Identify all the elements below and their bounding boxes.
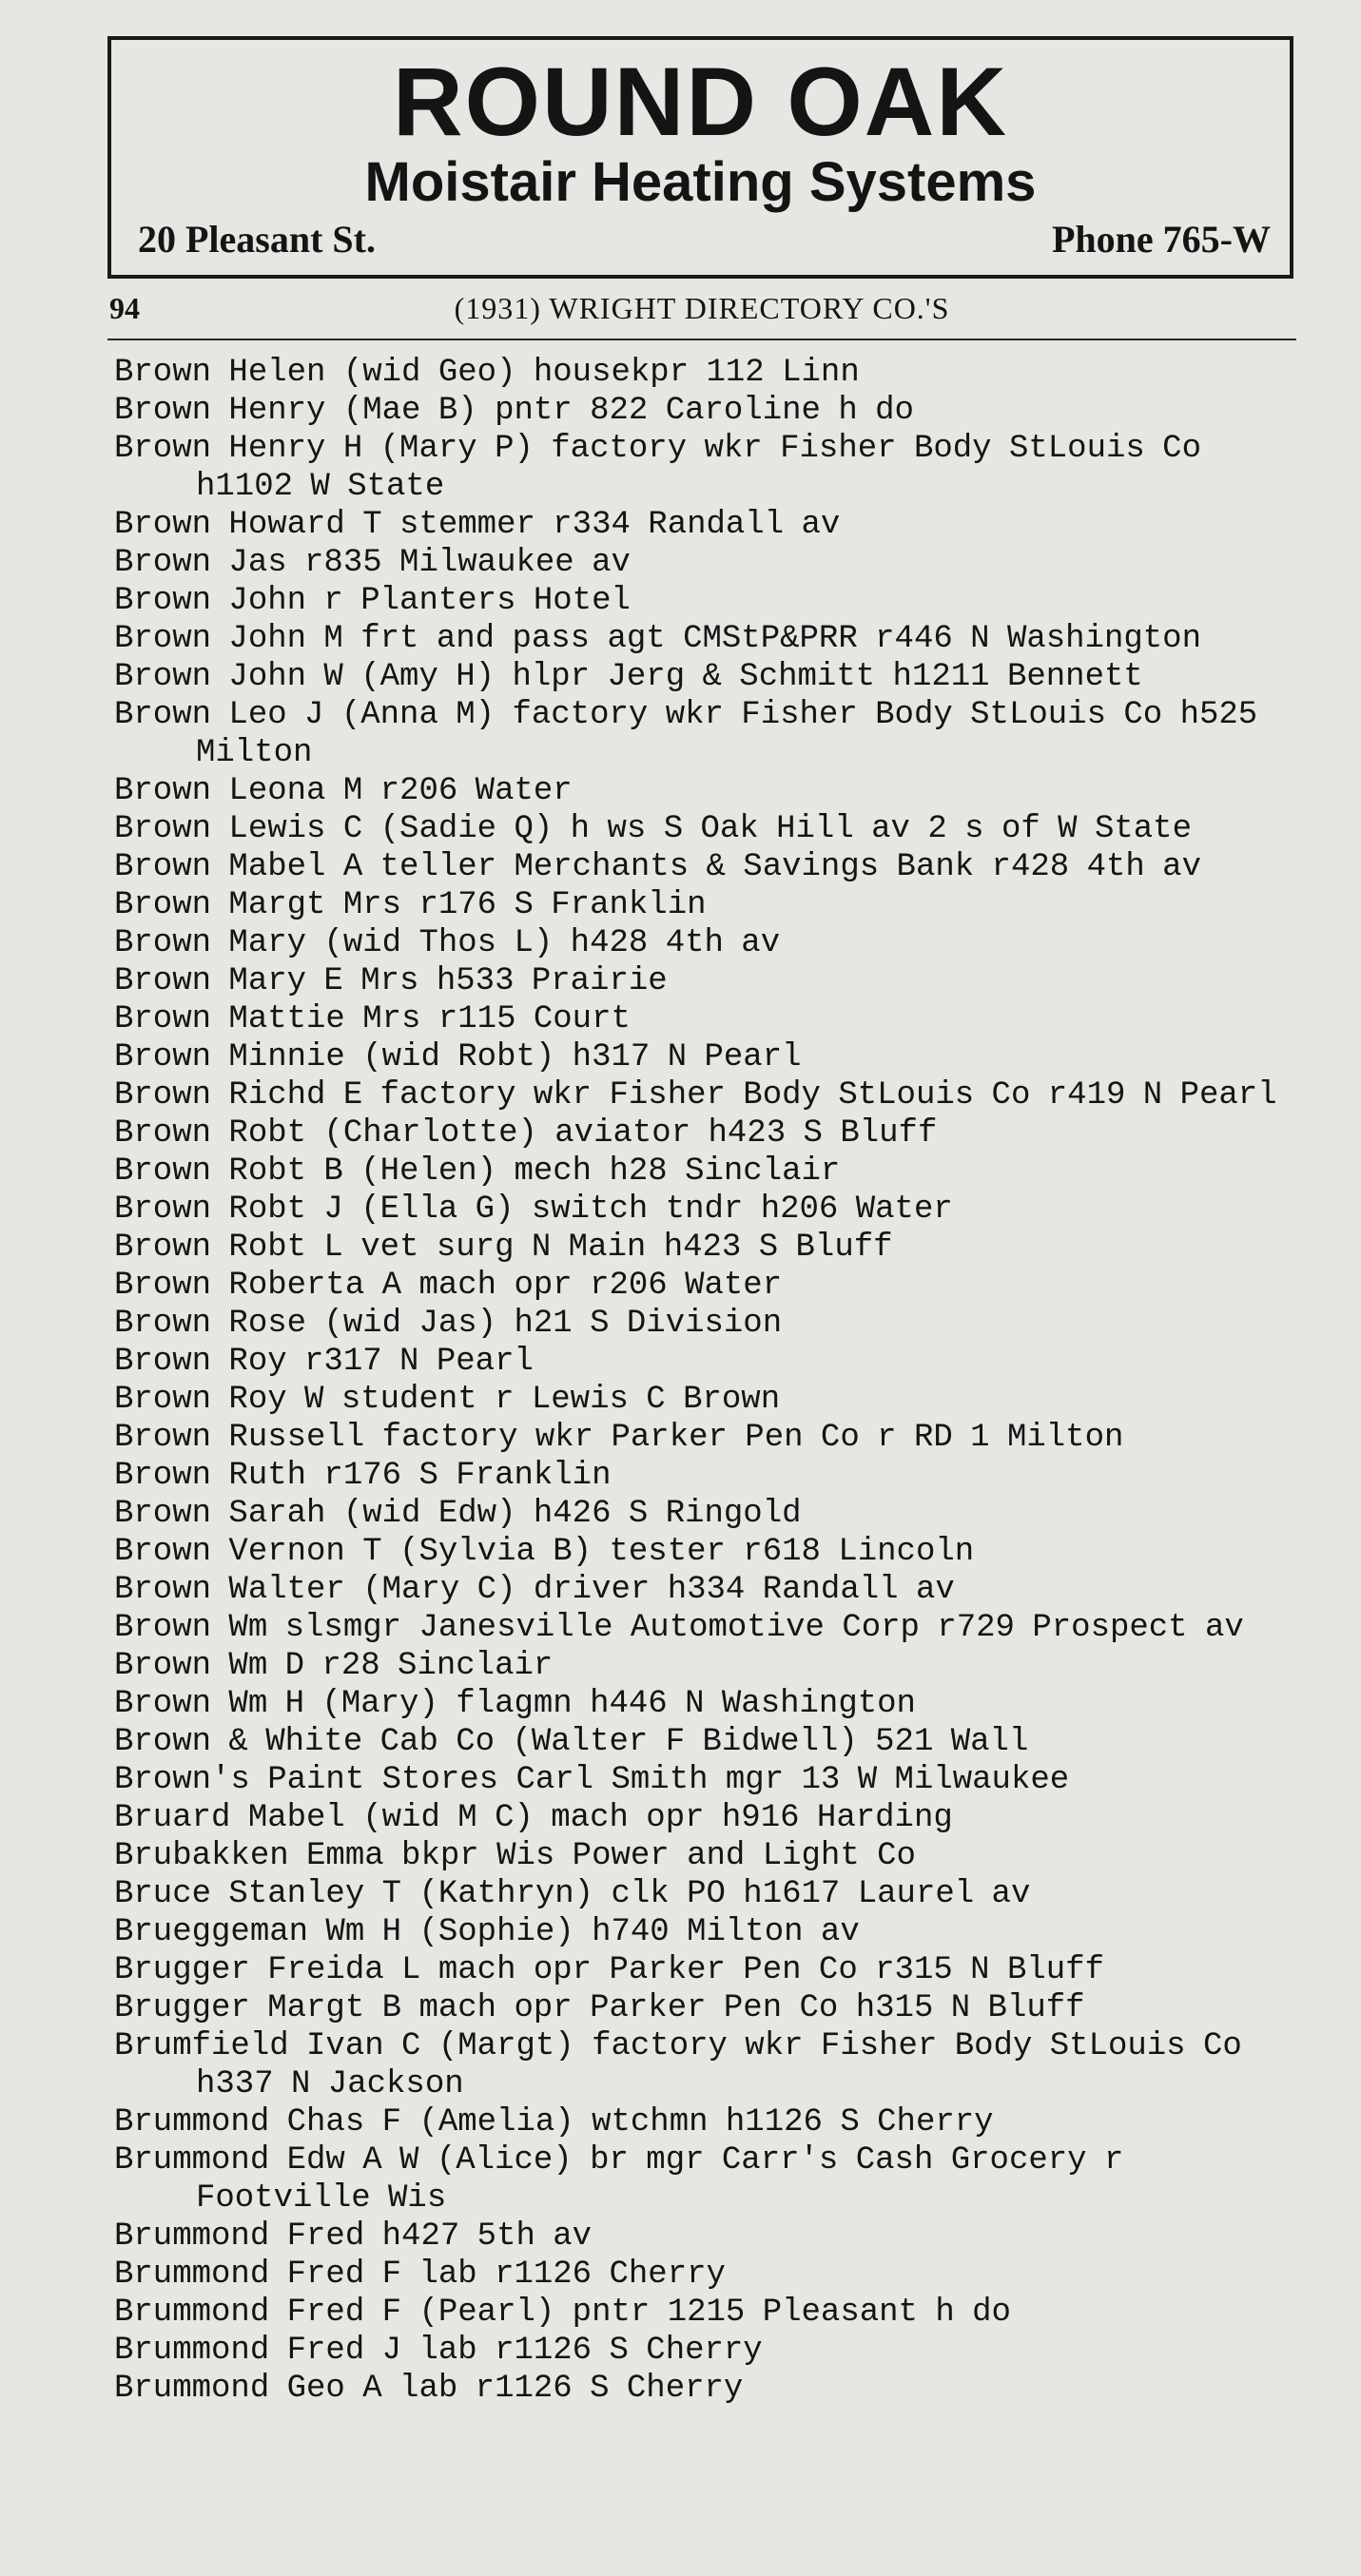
- directory-entry: Brummond Chas F (Amelia) wtchmn h1126 S Cherry: [114, 2104, 994, 2140]
- directory-entry: Brown & White Cab Co (Walter F Bidwell) 521 Wall: [114, 1724, 1029, 1760]
- directory-entry: Brown Roy W student r Lewis C Brown: [114, 1382, 781, 1418]
- directory-entry: Brown Vernon T (Sylvia B) tester r618 Lincoln: [114, 1534, 975, 1570]
- ad-title: ROUND OAK: [393, 48, 1008, 156]
- directory-entry: Brubakken Emma bkpr Wis Power and Light Co: [114, 1838, 916, 1874]
- ad-address: 20 Pleasant St.: [138, 218, 376, 261]
- directory-entry: Brown Minnie (wid Robt) h317 N Pearl: [114, 1039, 802, 1075]
- directory-entry: Brown Walter (Mary C) driver h334 Randall av: [114, 1572, 955, 1608]
- directory-entry: Brown Robt B (Helen) mech h28 Sinclair: [114, 1153, 841, 1190]
- directory-entry: Brumfield Ivan C (Margt) factory wkr Fisher Body StLouis Co h337 N Jackson: [114, 2028, 1242, 2102]
- directory-entry: Brown Leo J (Anna M) factory wkr Fisher Body StLouis Co h525 Milton: [114, 697, 1258, 771]
- directory-entry: Brown Wm D r28 Sinclair: [114, 1648, 554, 1684]
- directory-entry: Brown Richd E factory wkr Fisher Body StLouis Co r419 N Pearl: [114, 1077, 1277, 1114]
- directory-entry: Brown Mary E Mrs h533 Prairie: [114, 963, 668, 999]
- directory-entry: Brummond Fred J lab r1126 S Cherry: [114, 2333, 763, 2369]
- directory-entry: Brown Lewis C (Sadie Q) h ws S Oak Hill av 2 s of W State: [114, 811, 1192, 847]
- directory-entry: Brown John r Planters Hotel: [114, 583, 631, 619]
- directory-entry: Brown Mary (wid Thos L) h428 4th av: [114, 925, 781, 961]
- directory-entry: Brummond Fred F lab r1126 Cherry: [114, 2256, 726, 2293]
- directory-entry: Brummond Geo A lab r1126 S Cherry: [114, 2371, 744, 2407]
- directory-entry: Brown Robt (Charlotte) aviator h423 S Bluff: [114, 1115, 938, 1152]
- directory-entry: Bruard Mabel (wid M C) mach opr h916 Harding: [114, 1800, 953, 1836]
- directory-entry: Brown Mattie Mrs r115 Court: [114, 1001, 631, 1037]
- directory-entry: Brown John W (Amy H) hlpr Jerg & Schmitt h1211 Bennett: [114, 659, 1143, 695]
- directory-entry: Brown Leona M r206 Water: [114, 773, 573, 809]
- directory-entry: Bruce Stanley T (Kathryn) clk PO h1617 Laurel av: [114, 1876, 1031, 1912]
- page-number: 94: [109, 291, 140, 325]
- directory-entries: [114, 354, 1311, 2408]
- directory-entry: Brown's Paint Stores Carl Smith mgr 13 W Milwaukee: [114, 1762, 1070, 1798]
- directory-entry: Brummond Edw A W (Alice) br mgr Carr's Cash Grocery r Footville Wis: [114, 2142, 1124, 2217]
- directory-entry: Brown John M frt and pass agt CMStP&PRR r446 N Washington: [114, 621, 1201, 657]
- directory-entry: Brown Henry (Mae B) pntr 822 Caroline h do: [114, 393, 914, 429]
- directory-entry: Brueggeman Wm H (Sophie) h740 Milton av: [114, 1914, 860, 1950]
- directory-entry: Brown Jas r835 Milwaukee av: [114, 545, 631, 581]
- directory-entry: Brown Rose (wid Jas) h21 S Division: [114, 1306, 783, 1342]
- directory-entry: Brugger Margt B mach opr Parker Pen Co h315 N Bluff: [114, 1990, 1085, 2026]
- directory-entry: Brummond Fred h427 5th av: [114, 2218, 593, 2255]
- directory-entry: Brown Howard T stemmer r334 Randall av: [114, 507, 841, 543]
- directory-entry: Brugger Freida L mach opr Parker Pen Co r315 N Bluff: [114, 1952, 1104, 1988]
- directory-entry: Brown Sarah (wid Edw) h426 S Ringold: [114, 1496, 802, 1532]
- directory-entry: Brown Roberta A mach opr r206 Water: [114, 1268, 783, 1304]
- page-header: [107, 287, 1296, 340]
- directory-entry: Brown Robt L vet surg N Main h423 S Bluff: [114, 1230, 893, 1266]
- running-head: (1931) WRIGHT DIRECTORY CO.'S: [454, 291, 950, 325]
- directory-entry: Brown Wm slsmgr Janesville Automotive Corp r729 Prospect av: [114, 1610, 1244, 1646]
- directory-entry: Brown Wm H (Mary) flagmn h446 N Washington: [114, 1686, 916, 1722]
- directory-entry: Brown Helen (wid Geo) housekpr 112 Linn: [114, 355, 860, 391]
- ad-phone: Phone 765-W: [1052, 218, 1271, 261]
- directory-entry: Brown Ruth r176 S Franklin: [114, 1458, 612, 1494]
- ad-subtitle: Moistair Heating Systems: [364, 151, 1037, 213]
- directory-entry: Brown Margt Mrs r176 S Franklin: [114, 887, 707, 923]
- directory-entry: Brown Roy r317 N Pearl: [114, 1344, 534, 1380]
- advertisement-box: [107, 36, 1293, 279]
- directory-entry: Brown Robt J (Ella G) switch tndr h206 Water: [114, 1191, 953, 1228]
- directory-entry: Brummond Fred F (Pearl) pntr 1215 Pleasant h do: [114, 2295, 1011, 2331]
- directory-entry: Brown Russell factory wkr Parker Pen Co r RD 1 Milton: [114, 1420, 1124, 1456]
- directory-entry: Brown Mabel A teller Merchants & Savings Bank r428 4th av: [114, 849, 1201, 885]
- directory-entry: Brown Henry H (Mary P) factory wkr Fisher Body StLouis Co h1102 W State: [114, 431, 1201, 505]
